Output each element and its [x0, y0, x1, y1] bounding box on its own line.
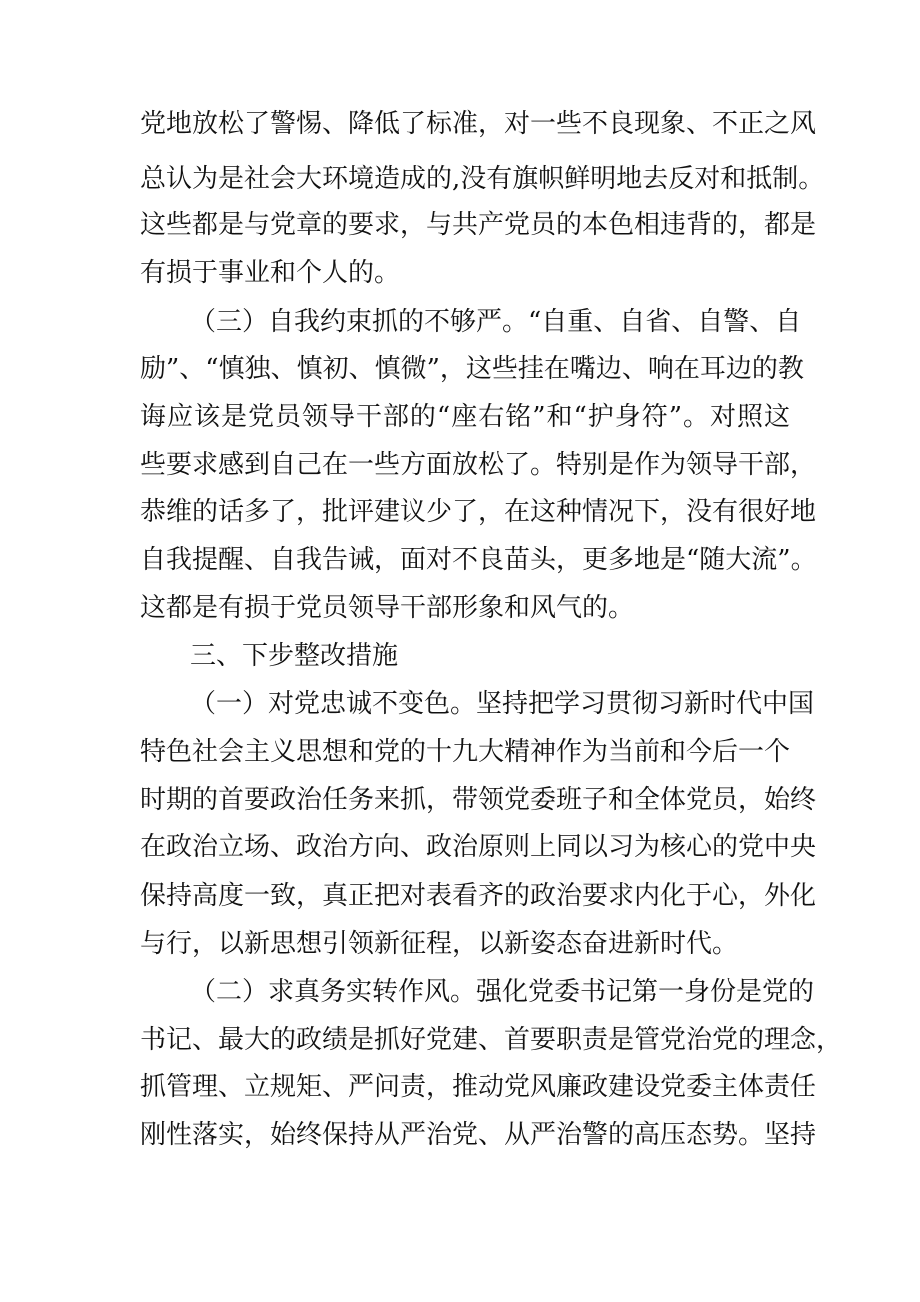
paragraph-line: 与行，以新思想引领新征程，以新姿态奋进新时代。: [140, 929, 739, 959]
paragraph-line: 诲应该是党员领导干部的“座右铭”和“护身符”。对照这: [140, 402, 790, 432]
paragraph-line: 在政治立场、政治方向、政治原则上同以习为核心的党中央: [140, 832, 817, 862]
paragraph-line: 自我提醒、自我告诫，面对不良苗头，更多地是“随大流”。: [140, 545, 817, 575]
paragraph-line: 有损于事业和个人的。: [140, 258, 401, 288]
paragraph-line: 特色社会主义思想和党的十九大精神作为当前和今后一个: [140, 737, 791, 767]
paragraph-line: 保持高度一致，真正把对表看齐的政治要求内化于心，外化: [140, 881, 817, 911]
paragraph-line: （一）对党忠诚不变色。坚持把学习贯彻习新时代中国: [190, 689, 815, 719]
paragraph-line: （三）自我约束抓的不够严。“自重、自省、自警、自: [190, 307, 802, 337]
paragraph-line: （二）求真务实转作风。强化党委书记第一身份是党的: [190, 977, 815, 1007]
paragraph-line: 时期的首要政治任务来抓，带领党委班子和全体党员，始终: [140, 785, 817, 815]
paragraph-line: 党地放松了警惕、降低了标准，对一些不良现象、不正之风: [140, 109, 817, 139]
paragraph-line: 励”、“慎独、慎初、慎微”，这些挂在嘴边、响在耳边的教: [140, 354, 804, 384]
paragraph-line: 刚性落实，始终保持从严治党、从严治警的高压态势。坚持: [140, 1120, 817, 1150]
section-heading: 三、下步整改措施: [190, 641, 399, 671]
paragraph-line: 这些都是与党章的要求，与共产党员的本色相违背的，都是: [140, 210, 817, 240]
paragraph-line: 这都是有损于党员领导干部形象和风气的。: [140, 593, 635, 623]
paragraph-line: 些要求感到自己在一些方面放松了。特别是作为领导干部，: [140, 450, 817, 480]
paragraph-line: 抓管理、立规矩、严问责，推动党风廉政建设党委主体责任: [140, 1072, 817, 1102]
paragraph-line: 书记、最大的政绩是抓好党建、首要职责是管党治党的理念，: [140, 1025, 843, 1055]
paragraph-line: 总认为是社会大环境造成的,没有旗帜鲜明地去反对和抵制。: [140, 164, 825, 194]
paragraph-line: 恭维的话多了，批评建议少了，在这种情况下，没有很好地: [140, 497, 817, 527]
